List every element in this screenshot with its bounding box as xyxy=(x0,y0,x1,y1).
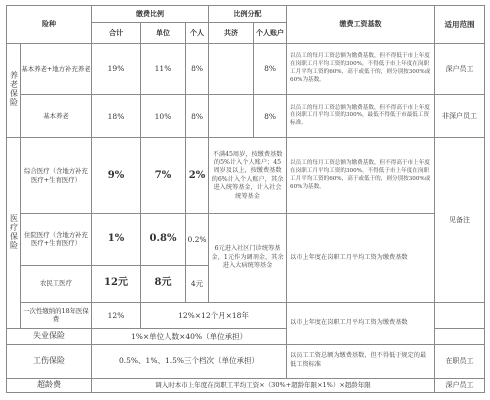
pension-basic-scope: 非深户员工 xyxy=(435,95,485,138)
header-employer: 单位 xyxy=(141,23,186,44)
medical-comprehensive-total: 9% xyxy=(92,138,141,214)
pension-basic-total: 18% xyxy=(92,95,141,138)
medical-hospital-base: 以市上年度在岗职工月平均工资为缴费基数 xyxy=(287,214,435,302)
unemployment-formula: 1%×单位人数×40%（单位承担） xyxy=(92,329,287,344)
header-allocation-ratio: 比例分配 xyxy=(209,6,287,23)
pension-basic-pooled xyxy=(209,95,254,138)
pension-basic-name: 基本养老 xyxy=(21,95,92,138)
medical-hospital-total: 1% xyxy=(92,214,141,265)
medical-comprehensive-base: 以员工的每月工资总额为缴费基数，但不得高于市上年度在岗职工月平均工资的300%，不得低于市上年度在岗职工月平均工资的60%，高于或低于的，则分别按300%或60%为基数。 xyxy=(287,138,435,214)
medical-migrant-name: 农民工医疗 xyxy=(21,265,92,302)
header-total: 合计 xyxy=(92,23,141,44)
header-insurance-type: 险种 xyxy=(7,6,92,44)
overage-formula: 调入时本市上年度在岗职工平均工资×（30%+超龄年限×1%）×超龄年限 xyxy=(92,378,435,392)
medical-hospital-name: 住院医疗（含地方补充医疗+生育医疗） xyxy=(21,214,92,265)
medical-oneoff-base: 以市上年度在岗职工月平均工资为缴费基数 xyxy=(287,302,435,344)
medical-migrant-employer: 8元 xyxy=(141,265,186,302)
medical-scope: 见备注 xyxy=(435,138,485,302)
medical-migrant-total: 12元 xyxy=(92,265,141,302)
medical-comprehensive-individual: 2% xyxy=(186,138,209,214)
social-insurance-table xyxy=(6,5,485,393)
medical-hospital-employer: 0.8% xyxy=(141,214,186,265)
injury-base: 以员工工资总额为缴费基数，但不得低于规定的最低工资标准 xyxy=(287,344,435,378)
header-scope: 适用范围 xyxy=(435,6,485,44)
overage-scope: 深户员工 xyxy=(435,378,485,392)
medical-oneoff-allocation: 12%×12个月×18年 xyxy=(141,302,287,329)
overage-name: 超龄费 xyxy=(7,378,92,392)
medical-comprehensive-employer: 7% xyxy=(141,138,186,214)
pension-local-scope: 深户员工 xyxy=(435,43,485,94)
medical-oneoff-total: 12% xyxy=(92,302,141,329)
pension-local-total: 19% xyxy=(92,43,141,94)
pension-local-account: 8% xyxy=(254,43,287,94)
pension-basic-base: 以员工的每月工资总额为缴费基数，但不得高于市上年度在岗职工月平均工资的300%，最低不得低于市最低工资标准。 xyxy=(287,95,435,138)
header-individual: 个人 xyxy=(186,23,209,44)
pension-local-name: 基本养老+地方补充养老 xyxy=(21,43,92,94)
medical-hospital-allocation: 6元进入社区门诊统筹基金，1元作为调剂金，其余进入大病统筹基金 xyxy=(209,214,287,302)
medical-oneoff-scope xyxy=(435,302,485,329)
pension-category: 养老保险 xyxy=(7,43,21,137)
medical-comprehensive-name: 综合医疗（含地方补充医疗+生育医疗） xyxy=(21,138,92,214)
pension-local-individual: 8% xyxy=(186,43,209,94)
injury-name: 工伤保险 xyxy=(7,344,92,378)
medical-oneoff-name: 一次性缴纳的18年医保费 xyxy=(21,302,92,329)
injury-formula: 0.5%、1%、1.5%三个档次（单位承担） xyxy=(92,344,287,378)
pension-local-employer: 11% xyxy=(141,43,186,94)
pension-local-base: 以员工的每月工资总额为缴费基数，但不得低于市上年度在岗职工月平均工资的300%，不得低于市上年度在岗职工月平均工资的60%，高于或低于的，则分别按300%或60%为基数。 xyxy=(287,43,435,94)
medical-migrant-individual: 4元 xyxy=(186,265,209,302)
header-personal-account: 个人账户 xyxy=(254,23,287,44)
injury-scope: 在职员工 xyxy=(435,344,485,378)
pension-local-pooled xyxy=(209,43,254,94)
header-base: 缴费工资基数 xyxy=(287,6,435,44)
pension-basic-employer: 10% xyxy=(141,95,186,138)
pension-basic-individual: 8% xyxy=(186,95,209,138)
medical-category: 医疗保险 xyxy=(7,138,21,329)
header-pooled: 共济 xyxy=(209,23,254,44)
pension-basic-account: 8% xyxy=(254,95,287,138)
unemployment-name: 失业保险 xyxy=(7,329,92,344)
header-contribution-ratio: 缴费比例 xyxy=(92,6,209,23)
medical-hospital-individual: 0.2% xyxy=(186,214,209,265)
unemployment-scope xyxy=(435,329,485,344)
medical-comprehensive-allocation: 不满45周岁，按缴费基数的5%计入个人账户；45周岁及以上，按缴费基数的6%计入个人账户，其余进入统筹基金，计入社会统筹基金 xyxy=(209,138,287,214)
